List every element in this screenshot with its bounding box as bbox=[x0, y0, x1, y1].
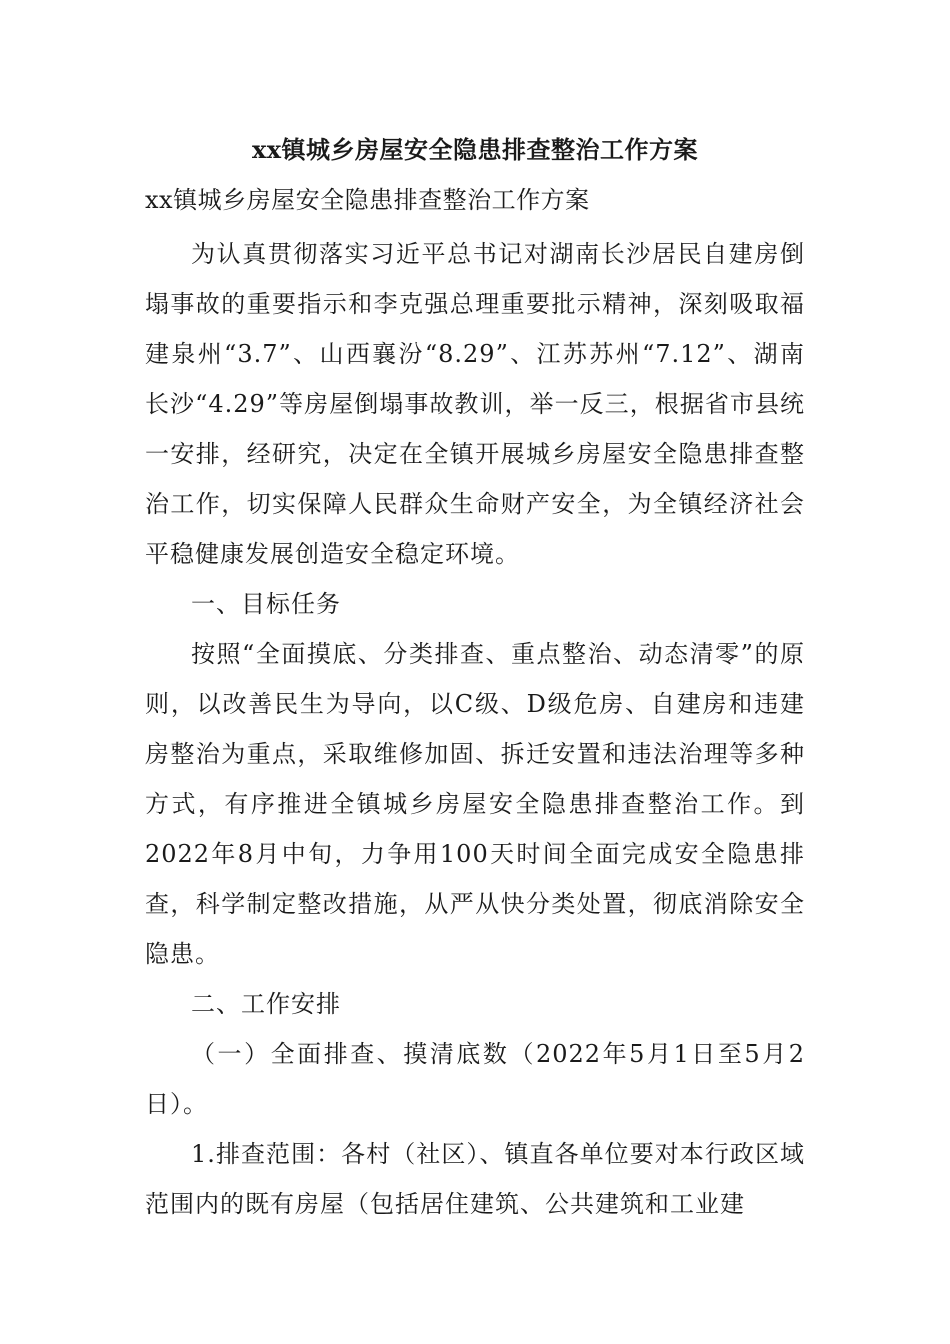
document-title: xx镇城乡房屋安全隐患排查整治工作方案 bbox=[251, 135, 699, 164]
section-heading-arrangement: 二、工作安排 bbox=[191, 990, 341, 1018]
document-subtitle: xx镇城乡房屋安全隐患排查整治工作方案 bbox=[145, 186, 590, 214]
subsection-heading-investigation: （一）全面排查、摸清底数（2022年5月1日至5月2日）。 bbox=[145, 1040, 805, 1118]
intro-paragraph: 为认真贯彻落实习近平总书记对湖南长沙居民自建房倒塌事故的重要指示和李克强总理重要批示精神，深刻吸取福建泉州“3.7”、山西襄汾“8.29”、江苏苏州“7.12”、湖南长沙“4.29”等房屋倒塌事故教训，举一反三，根据省市县统一安排，经研究，决定在全镇开展城乡房屋安全隐患排查整治工作，切实保障人民群众生命财产安全，为全镇经济社会平稳健康发展创造安全稳定环境。 bbox=[145, 240, 805, 568]
section-heading-goals: 一、目标任务 bbox=[191, 590, 341, 618]
goals-paragraph: 按照“全面摸底、分类排查、重点整治、动态清零”的原则，以改善民生为导向，以C级、D级危房、自建房和违建房整治为重点，采取维修加固、拆迁安置和违法治理等多种方式，有序推进全镇城乡房屋安全隐患排查整治工作。到2022年8月中旬，力争用100天时间全面完成安全隐患排查，科学制定整改措施，从严从快分类处置，彻底消除安全隐患。 bbox=[145, 640, 805, 968]
document-body bbox=[145, 229, 805, 1229]
scope-paragraph: 1.排查范围：各村（社区）、镇直各单位要对本行政区域范围内的既有房屋（包括居住建筑、公共建筑和工业建 bbox=[145, 1140, 805, 1218]
